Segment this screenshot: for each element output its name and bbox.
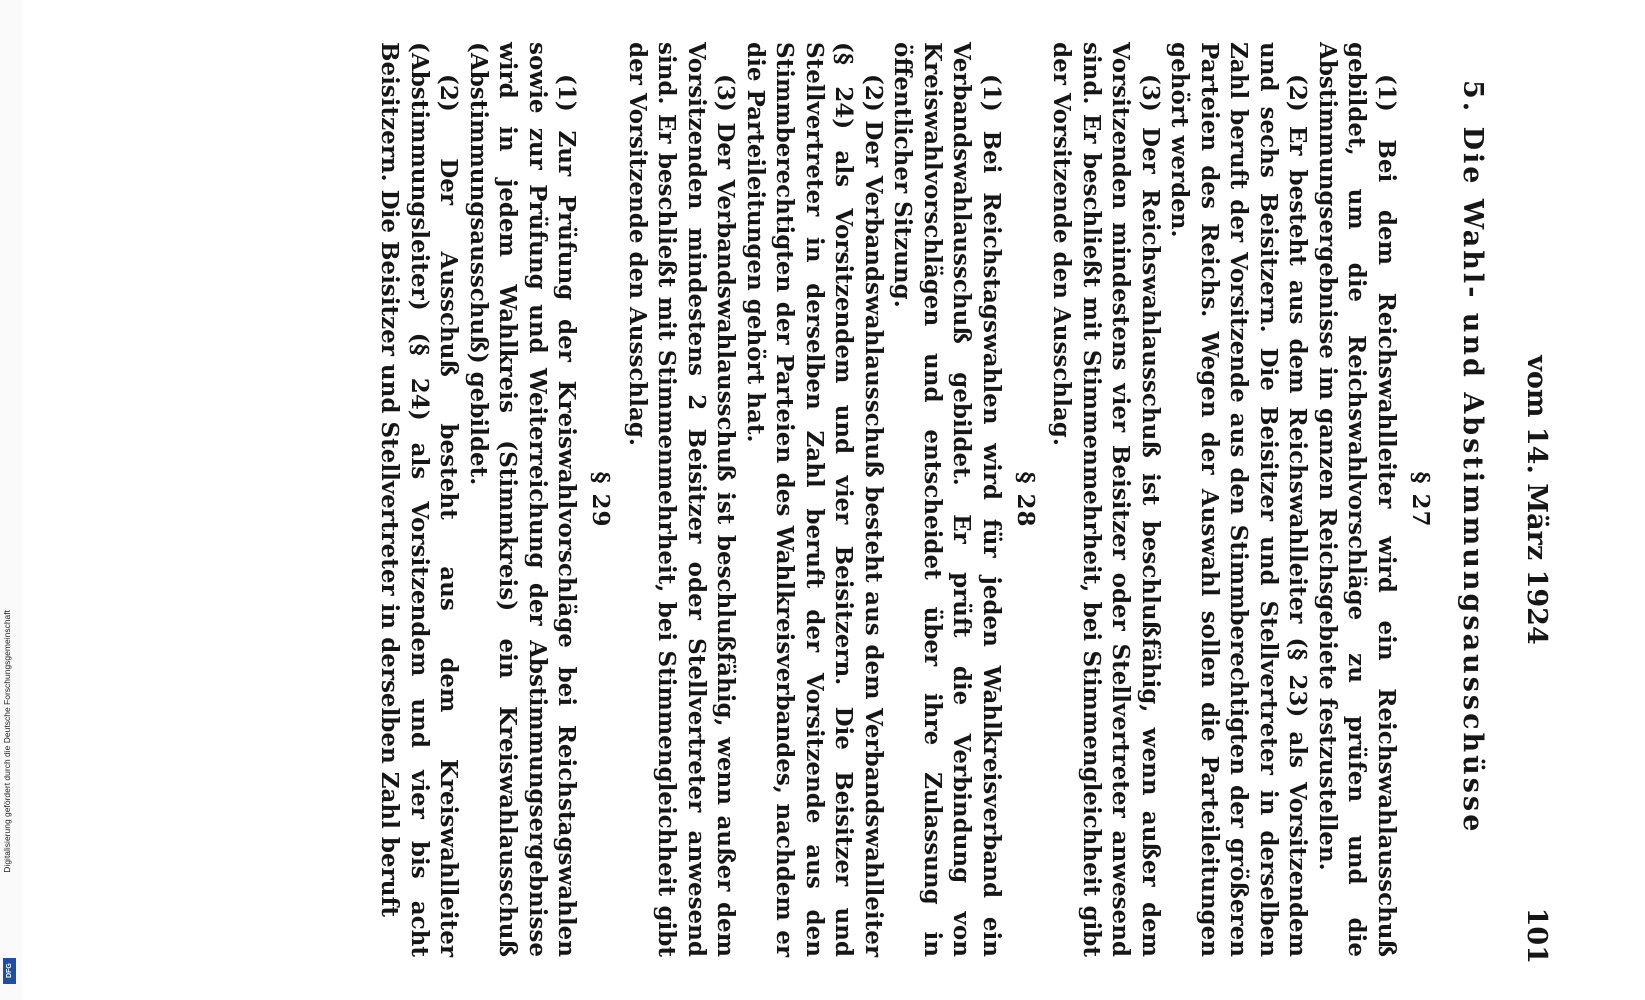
digitization-strip <box>0 0 22 1000</box>
section-29 <box>375 42 615 957</box>
section-heading: § 29 <box>587 471 615 528</box>
paragraph: (1) Bei dem Reichswahlleiter wird ein Reichswahlausschuß gebildet, um die Reichswahlvorschläge zu prüfen und die Abstimmungsergebnisse im ganzen Reichsgebiete festzustellen. <box>1314 42 1400 957</box>
page-number: 101 <box>1521 907 1552 964</box>
dfg-logo: DFG <box>3 958 16 984</box>
paragraph: (2) Der Ausschuß besteht aus dem Kreiswahlleiter (Abstimmungsleiter) (§ 24) als Vorsitzendem und vier bis acht Beisitzern. Die Beisitzer und Stellvertreter in derselben Zahl beruft <box>376 42 463 957</box>
section-heading: § 27 <box>1407 471 1434 528</box>
paragraph: (2) Er besteht aus dem Reichswahlleiter (§ 23) als Vorsitzendem und sechs Beisitzern. Die Beisitzer und Stellvertreter in derselben Zahl beruft der Vorsitzende aus den Stimmberechtigten der größeren Parteien des Reichs. Wegen der Auswahl sollen die Parteileitungen gehört werden. <box>1166 42 1312 957</box>
paragraph: (2) Der Verbandswahlausschuß besteht aus dem Verbandswahlleiter (§ 24) als Vorsitzendem und vier Beisitzern. Die Beisitzer und Stellvertreter in derselben Zahl beruft der Vorsitzende aus den Stimmberechtigten der Parteien des Wahlkreisverbandes, nachdem er die Parteileitungen gehört hat. <box>742 42 887 957</box>
paragraph: (1) Zur Prüfung der Kreiswahlvorschläge bei Reichstagswahlen sowie zur Prüfung und Weiterreichung der Abstimmungsergebnisse wird in jedem Wahlkreis (Stimmkreis) ein Kreiswahlausschuß (Abstimmungsausschuß) gebildet. <box>465 42 581 957</box>
section-28 <box>623 42 1040 957</box>
page-date: vom 14. März 1924 <box>1521 355 1552 645</box>
paragraph: (3) Der Reichswahlausschuß ist beschlußfähig, wenn außer dem Vorsitzenden mindestens vier Beisitzer oder Stellvertreter anwesend sind. Er beschließt mit Stimmenmehrheit, bei Stimmengleichheit gibt der Vorsitzende den Ausschlag. <box>1048 42 1164 957</box>
running-head <box>1500 20 1560 980</box>
digitization-credit: Digitalisierung gefördert durch die Deutsche Forschungsgemeinschaft <box>2 610 12 873</box>
paragraph: (3) Der Verbandswahlausschuß ist beschlußfähig, wenn außer dem Vorsitzenden mindestens 2 Beisitzer oder Stellvertreter anwesend sind. Er beschließt mit Stimmenmehrheit, bei Stimmengleichheit gibt der Vorsitzende den Ausschlag. <box>624 42 740 957</box>
body-text <box>376 42 1442 957</box>
section-heading: § 28 <box>1012 471 1039 528</box>
section-title: 5. Die Wahl- und Abstimmungsausschüsse <box>1457 80 1488 835</box>
section-27 <box>1047 42 1434 957</box>
scanned-page <box>376 20 1560 980</box>
paragraph: (1) Bei Reichstagswahlen wird für jeden Wahlkreisverband ein Verbandswahlausschuß gebildet. Er prüft die Verbindung von Kreiswahlvorschlägen und entscheidet über ihre Zulassung in öffentlicher Sitzung. <box>889 42 1005 957</box>
